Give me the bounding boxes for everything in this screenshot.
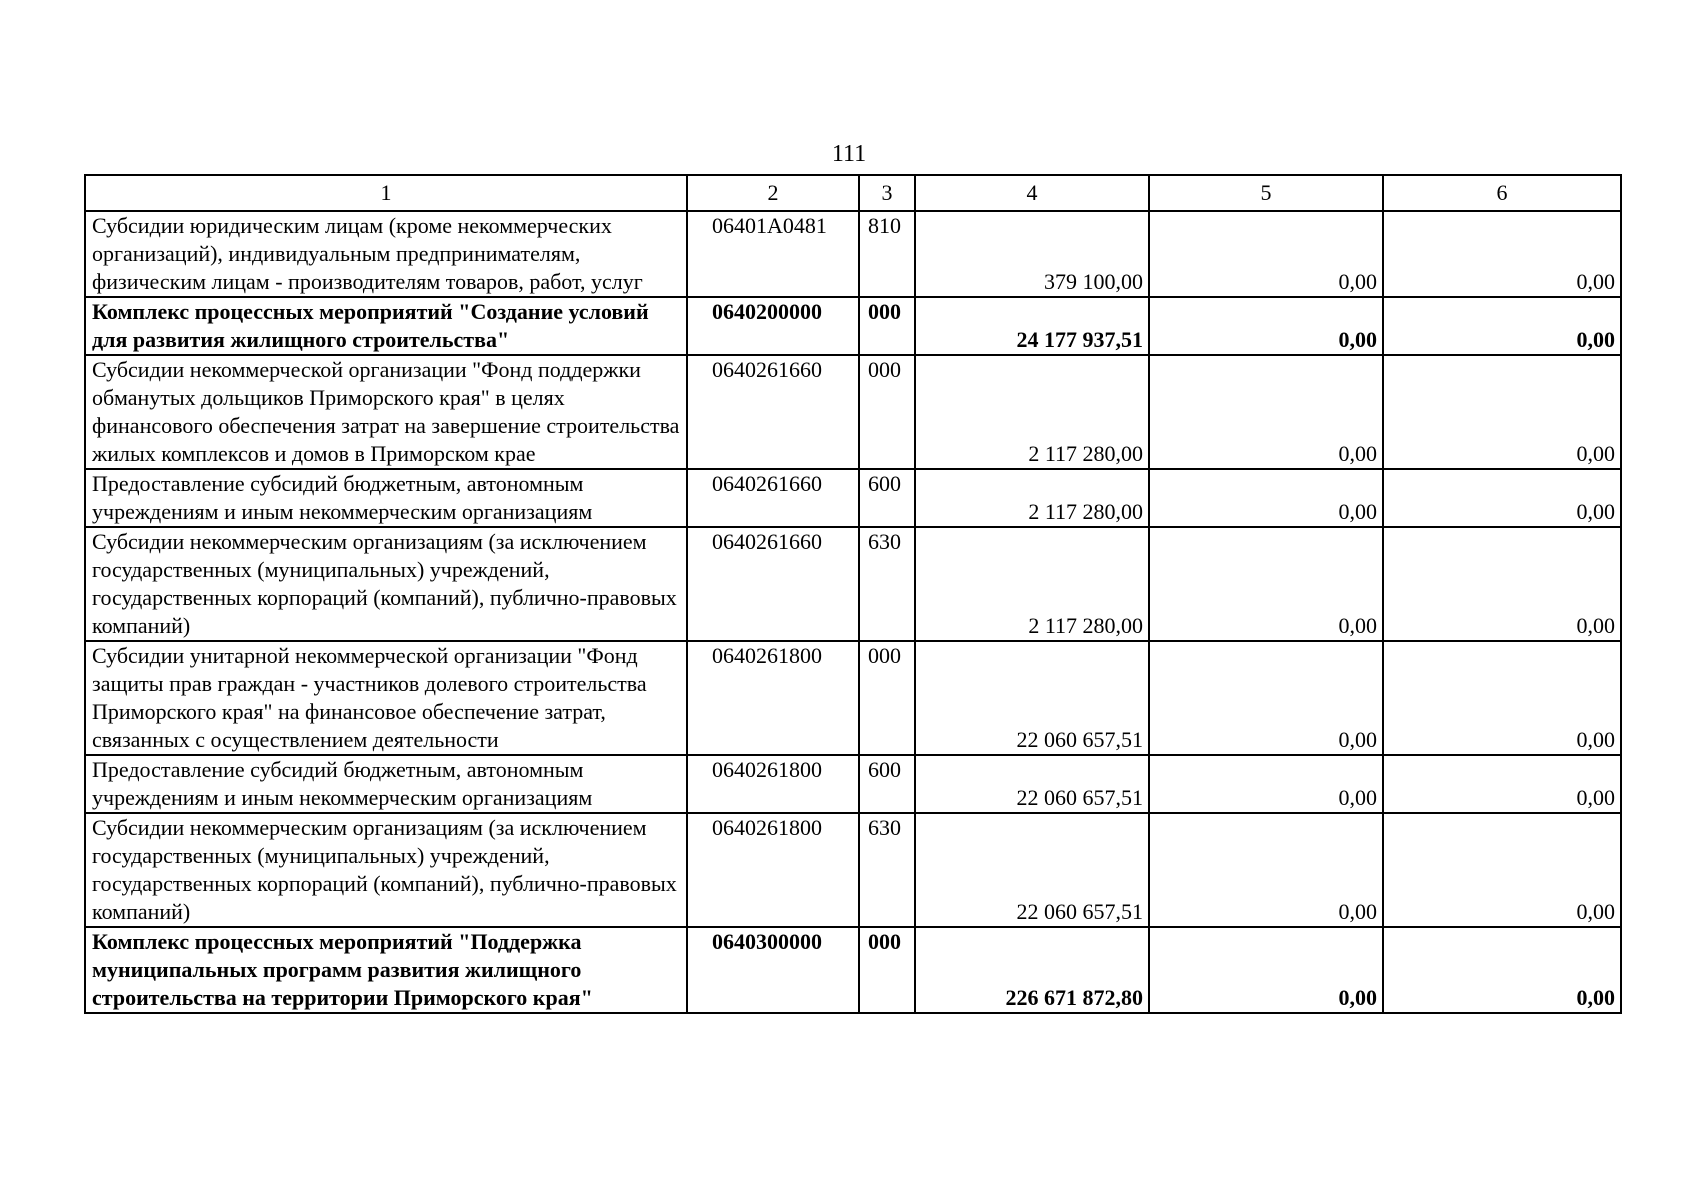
header-col-6: 6 [1383, 175, 1621, 211]
row-value-col5-cell: 0,00 [1149, 641, 1383, 755]
row-expense-type-cell: 630 [859, 527, 915, 641]
table-row [85, 469, 1621, 527]
row-value-col5-cell: 0,00 [1149, 469, 1383, 527]
row-name-cell: Субсидии унитарной некоммерческой организации "Фонд защиты прав граждан - участников долевого строительства Приморского края" на финансовое обеспечение затрат, связанных с осуществлением деятельности [85, 641, 687, 755]
row-value-col4-cell: 24 177 937,51 [915, 297, 1149, 355]
header-col-2: 2 [687, 175, 859, 211]
row-value-col6-cell: 0,00 [1383, 927, 1621, 1013]
table-row [85, 211, 1621, 297]
row-value-col5-cell: 0,00 [1149, 297, 1383, 355]
row-value-col4-cell: 22 060 657,51 [915, 641, 1149, 755]
table-row [85, 355, 1621, 469]
header-col-1: 1 [85, 175, 687, 211]
row-value-col6-cell: 0,00 [1383, 755, 1621, 813]
row-value-col4-cell: 226 671 872,80 [915, 927, 1149, 1013]
row-name-cell: Субсидии некоммерческим организациям (за исключением государственных (муниципальных) учреждений, государственных корпораций (компаний), публично-правовых компаний) [85, 527, 687, 641]
row-expense-type-cell: 810 [859, 211, 915, 297]
table-header [85, 175, 1621, 211]
row-value-col6-cell: 0,00 [1383, 355, 1621, 469]
row-name-cell: Комплекс процессных мероприятий "Создание условий для развития жилищного строительства" [85, 297, 687, 355]
table-row [85, 641, 1621, 755]
row-expense-type-cell: 600 [859, 469, 915, 527]
row-value-col4-cell: 2 117 280,00 [915, 527, 1149, 641]
row-value-col6-cell: 0,00 [1383, 527, 1621, 641]
header-col-4: 4 [915, 175, 1149, 211]
row-name-cell: Предоставление субсидий бюджетным, автономным учреждениям и иным некоммерческим организациям [85, 755, 687, 813]
table-row [85, 527, 1621, 641]
row-code-cell: 0640261800 [687, 813, 859, 927]
header-row [85, 175, 1621, 211]
row-name-cell: Субсидии некоммерческой организации "Фонд поддержки обманутых дольщиков Приморского края" в целях финансового обеспечения затрат на завершение строительства жилых комплексов и домов в Приморском крае [85, 355, 687, 469]
row-expense-type-cell: 600 [859, 755, 915, 813]
row-value-col5-cell: 0,00 [1149, 527, 1383, 641]
table-row [85, 813, 1621, 927]
row-value-col6-cell: 0,00 [1383, 297, 1621, 355]
row-code-cell: 0640300000 [687, 927, 859, 1013]
row-value-col5-cell: 0,00 [1149, 755, 1383, 813]
row-expense-type-cell: 630 [859, 813, 915, 927]
page-number: 111 [831, 141, 867, 167]
row-value-col5-cell: 0,00 [1149, 927, 1383, 1013]
row-code-cell: 0640261800 [687, 641, 859, 755]
row-value-col6-cell: 0,00 [1383, 211, 1621, 297]
row-expense-type-cell: 000 [859, 641, 915, 755]
row-name-cell: Субсидии юридическим лицам (кроме некоммерческих организаций), индивидуальным предпринимателям, физическим лицам - производителям товаров, работ, услуг [85, 211, 687, 297]
table-row [85, 927, 1621, 1013]
row-value-col5-cell: 0,00 [1149, 355, 1383, 469]
table-body [85, 211, 1621, 1013]
row-expense-type-cell: 000 [859, 355, 915, 469]
row-value-col6-cell: 0,00 [1383, 469, 1621, 527]
header-col-3: 3 [859, 175, 915, 211]
row-code-cell: 06401А0481 [687, 211, 859, 297]
header-col-5: 5 [1149, 175, 1383, 211]
row-expense-type-cell: 000 [859, 927, 915, 1013]
row-value-col4-cell: 379 100,00 [915, 211, 1149, 297]
row-value-col4-cell: 22 060 657,51 [915, 813, 1149, 927]
row-value-col4-cell: 22 060 657,51 [915, 755, 1149, 813]
row-name-cell: Комплекс процессных мероприятий "Поддержка муниципальных программ развития жилищного строительства на территории Приморского края" [85, 927, 687, 1013]
row-code-cell: 0640261660 [687, 355, 859, 469]
row-code-cell: 0640200000 [687, 297, 859, 355]
table-row [85, 755, 1621, 813]
row-value-col4-cell: 2 117 280,00 [915, 469, 1149, 527]
row-expense-type-cell: 000 [859, 297, 915, 355]
row-value-col6-cell: 0,00 [1383, 813, 1621, 927]
row-name-cell: Субсидии некоммерческим организациям (за исключением государственных (муниципальных) учреждений, государственных корпораций (компаний), публично-правовых компаний) [85, 813, 687, 927]
budget-table [84, 174, 1622, 1014]
row-name-cell: Предоставление субсидий бюджетным, автономным учреждениям и иным некоммерческим организациям [85, 469, 687, 527]
table-row [85, 297, 1621, 355]
row-value-col4-cell: 2 117 280,00 [915, 355, 1149, 469]
row-value-col5-cell: 0,00 [1149, 211, 1383, 297]
row-value-col5-cell: 0,00 [1149, 813, 1383, 927]
row-code-cell: 0640261660 [687, 527, 859, 641]
row-code-cell: 0640261660 [687, 469, 859, 527]
row-value-col6-cell: 0,00 [1383, 641, 1621, 755]
row-code-cell: 0640261800 [687, 755, 859, 813]
